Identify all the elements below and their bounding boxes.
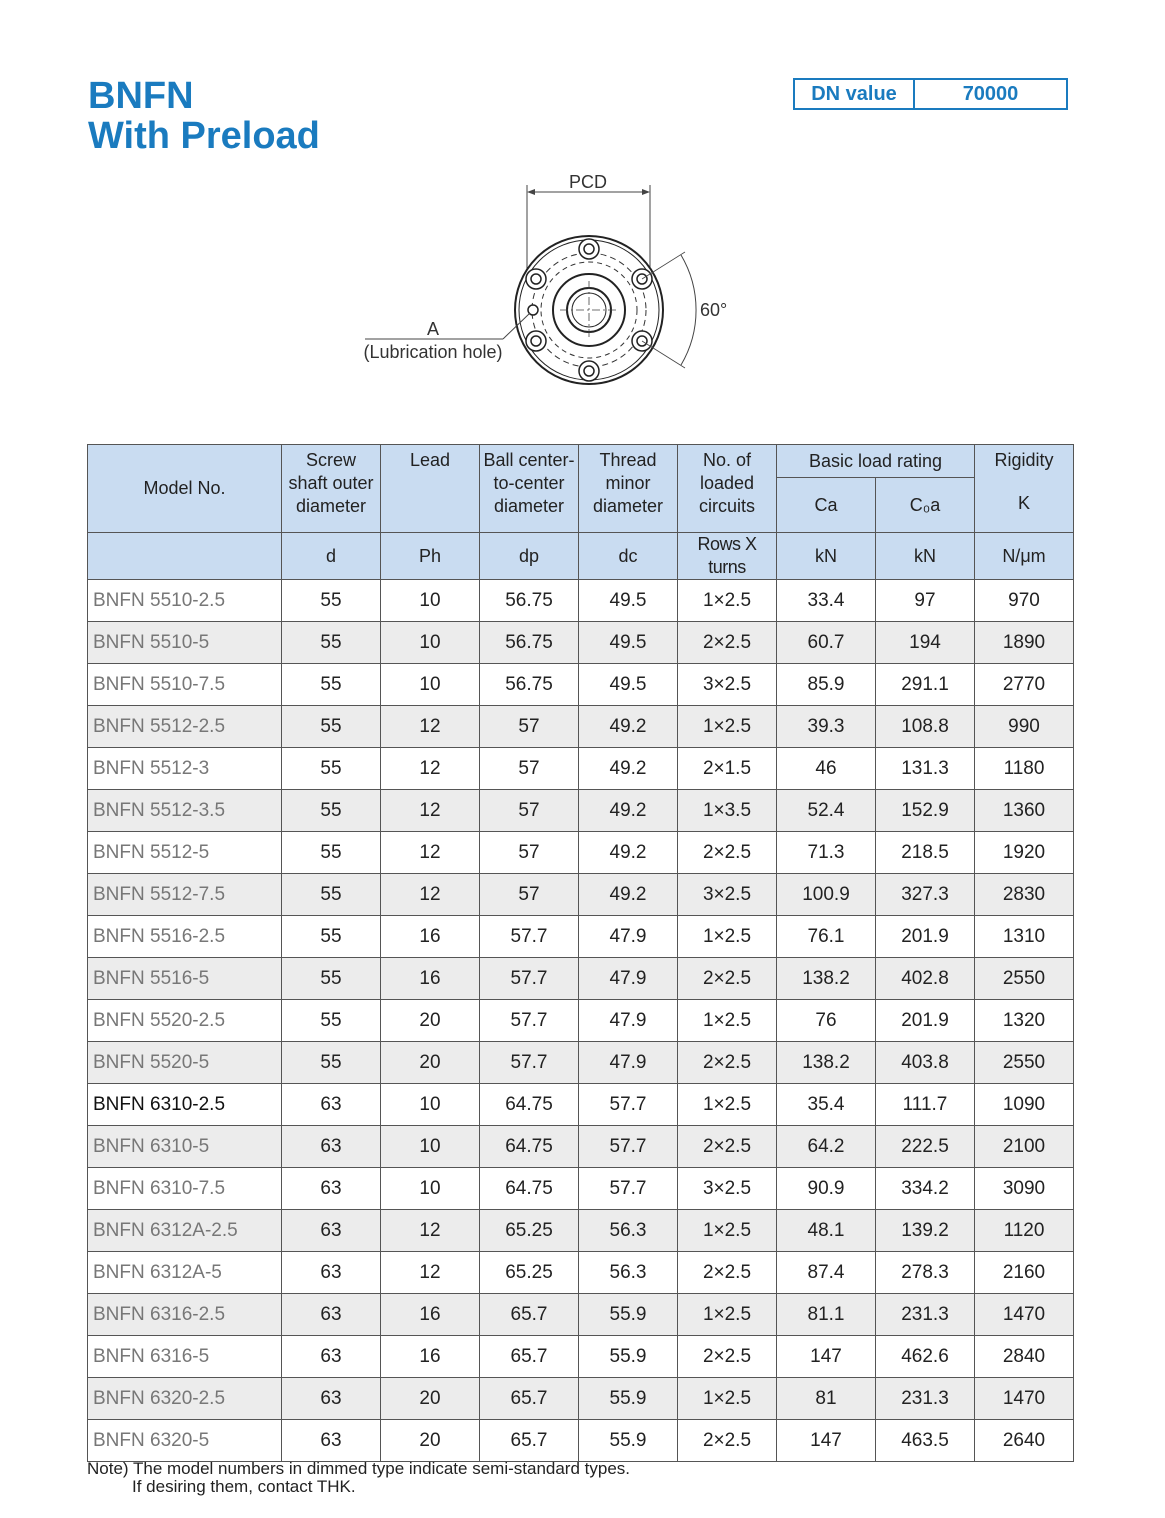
- thread-minor-cell: 49.5: [579, 664, 678, 706]
- circuits-cell: 2×2.5: [678, 1420, 777, 1462]
- table-row: [88, 706, 1074, 748]
- header-ball-line-2: to-center: [493, 473, 565, 493]
- shaft-diameter-cell: 63: [282, 1294, 381, 1336]
- ball-center-cell: 65.25: [480, 1252, 579, 1294]
- dn-value-number: 70000: [962, 82, 1019, 105]
- circuits-cell: 2×2.5: [678, 1042, 777, 1084]
- lead-cell: 10: [381, 664, 480, 706]
- ball-center-cell: 65.25: [480, 1210, 579, 1252]
- table-row: [88, 832, 1074, 874]
- c0a-cell: 97: [876, 580, 975, 622]
- ball-center-cell: 64.75: [480, 1126, 579, 1168]
- circuits-cell: 1×2.5: [678, 580, 777, 622]
- model-cell: BNFN 6312A-2.5: [88, 1210, 282, 1252]
- ball-center-cell: 56.75: [480, 622, 579, 664]
- c0a-cell: 108.8: [876, 706, 975, 748]
- ball-center-cell: 57.7: [480, 958, 579, 1000]
- table-row: [88, 1294, 1074, 1336]
- c0a-cell: 463.5: [876, 1420, 975, 1462]
- ball-center-cell: 65.7: [480, 1420, 579, 1462]
- model-cell: BNFN 5520-2.5: [88, 1000, 282, 1042]
- lead-cell: 10: [381, 1168, 480, 1210]
- rigidity-cell: 1360: [975, 790, 1074, 832]
- table-row: [88, 1378, 1074, 1420]
- model-cell: BNFN 5520-5: [88, 1042, 282, 1084]
- lead-cell: 10: [381, 622, 480, 664]
- lead-cell: 20: [381, 1420, 480, 1462]
- header-lead: [381, 445, 480, 533]
- title-line-model: BNFN: [88, 75, 194, 117]
- table-row: [88, 874, 1074, 916]
- ca-cell: 87.4: [777, 1252, 876, 1294]
- header-model-unit: [88, 533, 282, 580]
- c0a-cell: 152.9: [876, 790, 975, 832]
- header-unit-c0a: kN: [876, 533, 975, 580]
- lead-cell: 12: [381, 706, 480, 748]
- table-row: [88, 664, 1074, 706]
- circuits-cell: 1×2.5: [678, 1378, 777, 1420]
- lead-cell: 12: [381, 1210, 480, 1252]
- shaft-diameter-cell: 55: [282, 916, 381, 958]
- header-symbol-rows-turns: Rows X turns: [678, 533, 777, 580]
- table-row: [88, 958, 1074, 1000]
- rigidity-cell: 1890: [975, 622, 1074, 664]
- lead-cell: 10: [381, 1126, 480, 1168]
- table-row: [88, 1336, 1074, 1378]
- lead-cell: 16: [381, 1294, 480, 1336]
- lead-cell: 12: [381, 748, 480, 790]
- shaft-diameter-cell: 55: [282, 580, 381, 622]
- circuits-cell: 1×2.5: [678, 1000, 777, 1042]
- thread-minor-cell: 47.9: [579, 1000, 678, 1042]
- header-ball-line-1: Ball center-: [483, 450, 575, 470]
- rigidity-cell: 2160: [975, 1252, 1074, 1294]
- circuits-cell: 1×3.5: [678, 790, 777, 832]
- ca-cell: 81: [777, 1378, 876, 1420]
- footnote-line-1: Note) The model numbers in dimmed type indicate semi-standard types.: [87, 1459, 630, 1478]
- ball-center-cell: 57.7: [480, 1042, 579, 1084]
- dn-value-box: [793, 78, 1068, 110]
- model-cell: BNFN 5512-7.5: [88, 874, 282, 916]
- header-screw-line-3: diameter: [295, 496, 367, 516]
- header-ball-center-diameter: [480, 445, 579, 533]
- rigidity-cell: 1920: [975, 832, 1074, 874]
- bolt-hole-bottom-left: [526, 331, 546, 351]
- lead-cell: 12: [381, 1252, 480, 1294]
- table-row: [88, 1420, 1074, 1462]
- ball-center-cell: 56.75: [480, 580, 579, 622]
- model-cell: BNFN 5516-5: [88, 958, 282, 1000]
- pcd-arrow-right: [642, 189, 650, 195]
- table-row: [88, 1000, 1074, 1042]
- ca-cell: 81.1: [777, 1294, 876, 1336]
- table-row: [88, 1042, 1074, 1084]
- table-row: [88, 916, 1074, 958]
- thread-minor-cell: 57.7: [579, 1168, 678, 1210]
- header-rigidity-symbol: K: [1017, 493, 1030, 513]
- thread-minor-cell: 57.7: [579, 1084, 678, 1126]
- model-cell: BNFN 6320-5: [88, 1420, 282, 1462]
- ca-cell: 33.4: [777, 580, 876, 622]
- header-rigidity-label: Rigidity: [994, 450, 1054, 470]
- ca-cell: 76.1: [777, 916, 876, 958]
- shaft-diameter-cell: 55: [282, 1042, 381, 1084]
- ball-center-cell: 57: [480, 874, 579, 916]
- shaft-diameter-cell: 63: [282, 1168, 381, 1210]
- lead-cell: 16: [381, 958, 480, 1000]
- pcd-arrow-left: [527, 189, 535, 195]
- table-row: [88, 1084, 1074, 1126]
- rigidity-cell: 1320: [975, 1000, 1074, 1042]
- rigidity-cell: 990: [975, 706, 1074, 748]
- c0a-cell: 201.9: [876, 916, 975, 958]
- header-circuits-line-3: circuits: [698, 496, 755, 516]
- thread-minor-cell: 56.3: [579, 1210, 678, 1252]
- header-symbol-dp: dp: [480, 533, 579, 580]
- header-basic-load-rating: Basic load rating: [777, 445, 975, 478]
- c0a-cell: 201.9: [876, 1000, 975, 1042]
- ca-cell: 39.3: [777, 706, 876, 748]
- lead-cell: 12: [381, 874, 480, 916]
- angle-arc: [681, 255, 696, 365]
- model-cell: BNFN 5512-3: [88, 748, 282, 790]
- footnote-line-2: If desiring them, contact THK.: [132, 1477, 356, 1496]
- thread-minor-cell: 49.5: [579, 580, 678, 622]
- circuits-cell: 1×2.5: [678, 1210, 777, 1252]
- circuits-cell: 2×1.5: [678, 748, 777, 790]
- shaft-diameter-cell: 55: [282, 706, 381, 748]
- model-cell: BNFN 6310-7.5: [88, 1168, 282, 1210]
- model-cell: BNFN 6316-2.5: [88, 1294, 282, 1336]
- ball-center-cell: 57: [480, 790, 579, 832]
- table-row: [88, 1210, 1074, 1252]
- model-cell: BNFN 5512-2.5: [88, 706, 282, 748]
- header-circuits-line-2: loaded: [699, 473, 755, 493]
- c0a-cell: 278.3: [876, 1252, 975, 1294]
- circuits-cell: 2×2.5: [678, 622, 777, 664]
- ball-center-cell: 57: [480, 832, 579, 874]
- header-screw-line-1: Screw: [305, 450, 356, 470]
- ball-center-cell: 64.75: [480, 1168, 579, 1210]
- circuits-cell: 1×2.5: [678, 706, 777, 748]
- page-title: [88, 76, 320, 156]
- rigidity-cell: 1470: [975, 1294, 1074, 1336]
- table-row: [88, 1252, 1074, 1294]
- thread-minor-cell: 49.2: [579, 832, 678, 874]
- header-screw-diameter: [282, 445, 381, 533]
- circuits-cell: 2×2.5: [678, 1336, 777, 1378]
- lead-cell: 10: [381, 1084, 480, 1126]
- shaft-diameter-cell: 55: [282, 664, 381, 706]
- lead-cell: 20: [381, 1378, 480, 1420]
- rigidity-cell: 2770: [975, 664, 1074, 706]
- thread-minor-cell: 47.9: [579, 916, 678, 958]
- ca-cell: 100.9: [777, 874, 876, 916]
- lead-cell: 20: [381, 1000, 480, 1042]
- dn-value-label: DN value: [795, 80, 915, 108]
- ca-cell: 147: [777, 1420, 876, 1462]
- thread-minor-cell: 49.2: [579, 874, 678, 916]
- header-symbol-ph: Ph: [381, 533, 480, 580]
- ball-center-cell: 65.7: [480, 1336, 579, 1378]
- model-cell: BNFN 5510-5: [88, 622, 282, 664]
- model-cell: BNFN 5510-2.5: [88, 580, 282, 622]
- model-cell: BNFN 5512-3.5: [88, 790, 282, 832]
- ball-center-cell: 57.7: [480, 1000, 579, 1042]
- c0a-cell: 218.5: [876, 832, 975, 874]
- footnote: [87, 1460, 630, 1496]
- c0a-cell: 402.8: [876, 958, 975, 1000]
- circuits-cell: 2×2.5: [678, 1252, 777, 1294]
- thread-minor-cell: 49.2: [579, 790, 678, 832]
- circuits-cell: 1×2.5: [678, 1294, 777, 1336]
- lead-cell: 16: [381, 916, 480, 958]
- pcd-label: PCD: [568, 172, 608, 192]
- shaft-diameter-cell: 63: [282, 1126, 381, 1168]
- thread-minor-cell: 47.9: [579, 1042, 678, 1084]
- c0a-cell: 131.3: [876, 748, 975, 790]
- specification-table: [87, 444, 1074, 1462]
- lead-cell: 10: [381, 580, 480, 622]
- ball-center-cell: 57: [480, 748, 579, 790]
- circuits-cell: 2×2.5: [678, 832, 777, 874]
- header-symbol-d: d: [282, 533, 381, 580]
- c0a-cell: 231.3: [876, 1378, 975, 1420]
- circuits-cell: 1×2.5: [678, 1084, 777, 1126]
- table-row: [88, 790, 1074, 832]
- circuits-cell: 3×2.5: [678, 874, 777, 916]
- shaft-diameter-cell: 55: [282, 790, 381, 832]
- ball-center-cell: 64.75: [480, 1084, 579, 1126]
- header-unit-rigidity: N/μm: [975, 533, 1074, 580]
- c0a-cell: 291.1: [876, 664, 975, 706]
- circuits-cell: 3×2.5: [678, 664, 777, 706]
- rigidity-cell: 1120: [975, 1210, 1074, 1252]
- table-row: [88, 748, 1074, 790]
- table-row: [88, 622, 1074, 664]
- header-symbol-dc: dc: [579, 533, 678, 580]
- thread-minor-cell: 49.2: [579, 748, 678, 790]
- c0a-cell: 334.2: [876, 1168, 975, 1210]
- shaft-diameter-cell: 63: [282, 1084, 381, 1126]
- table-row: [88, 580, 1074, 622]
- ca-cell: 76: [777, 1000, 876, 1042]
- table-row: [88, 1126, 1074, 1168]
- rigidity-cell: 970: [975, 580, 1074, 622]
- title-line-preload: With Preload: [88, 115, 320, 157]
- model-cell: BNFN 5512-5: [88, 832, 282, 874]
- rigidity-cell: 2550: [975, 1042, 1074, 1084]
- header-model-no: Model No.: [88, 445, 282, 533]
- shaft-diameter-cell: 55: [282, 874, 381, 916]
- rigidity-cell: 1310: [975, 916, 1074, 958]
- header-thread-minor-diameter: [579, 445, 678, 533]
- shaft-diameter-cell: 55: [282, 1000, 381, 1042]
- ball-center-cell: 65.7: [480, 1378, 579, 1420]
- rigidity-cell: 2100: [975, 1126, 1074, 1168]
- c0a-cell: 462.6: [876, 1336, 975, 1378]
- bolt-hole-top-left: [526, 269, 546, 289]
- bolt-hole-bottom: [579, 361, 599, 381]
- c0a-cell: 222.5: [876, 1126, 975, 1168]
- circuits-cell: 3×2.5: [678, 1168, 777, 1210]
- ball-center-cell: 56.75: [480, 664, 579, 706]
- header-unit-ca: kN: [777, 533, 876, 580]
- model-cell: BNFN 6316-5: [88, 1336, 282, 1378]
- thread-minor-cell: 55.9: [579, 1294, 678, 1336]
- shaft-diameter-cell: 63: [282, 1336, 381, 1378]
- lead-cell: 20: [381, 1042, 480, 1084]
- rigidity-cell: 2830: [975, 874, 1074, 916]
- bolt-hole-top: [579, 239, 599, 259]
- model-cell: BNFN 5510-7.5: [88, 664, 282, 706]
- header-thread-line-1: Thread: [599, 450, 657, 470]
- rigidity-cell: 2640: [975, 1420, 1074, 1462]
- header-thread-line-2: minor: [605, 473, 651, 493]
- circuits-cell: 2×2.5: [678, 958, 777, 1000]
- rigidity-cell: 3090: [975, 1168, 1074, 1210]
- shaft-diameter-cell: 63: [282, 1252, 381, 1294]
- hole-label: A: [426, 319, 440, 339]
- thread-minor-cell: 49.5: [579, 622, 678, 664]
- thread-minor-cell: 55.9: [579, 1420, 678, 1462]
- header-ball-line-3: diameter: [493, 496, 565, 516]
- header-ca: Ca: [777, 478, 876, 533]
- rigidity-cell: 2840: [975, 1336, 1074, 1378]
- ca-cell: 138.2: [777, 958, 876, 1000]
- specification-rows: [88, 580, 1074, 1462]
- shaft-diameter-cell: 63: [282, 1420, 381, 1462]
- rigidity-cell: 2550: [975, 958, 1074, 1000]
- model-cell: BNFN 6310-5: [88, 1126, 282, 1168]
- ca-cell: 48.1: [777, 1210, 876, 1252]
- thread-minor-cell: 55.9: [579, 1336, 678, 1378]
- ca-cell: 147: [777, 1336, 876, 1378]
- c0a-cell: 403.8: [876, 1042, 975, 1084]
- shaft-diameter-cell: 55: [282, 748, 381, 790]
- header-lead-label: Lead: [409, 450, 451, 470]
- thread-minor-cell: 55.9: [579, 1378, 678, 1420]
- ball-center-cell: 65.7: [480, 1294, 579, 1336]
- rigidity-cell: 1470: [975, 1378, 1074, 1420]
- ca-cell: 64.2: [777, 1126, 876, 1168]
- thread-minor-cell: 49.2: [579, 706, 678, 748]
- header-screw-line-2: shaft outer: [288, 473, 374, 493]
- ca-cell: 71.3: [777, 832, 876, 874]
- ball-center-cell: 57: [480, 706, 579, 748]
- rigidity-cell: 1090: [975, 1084, 1074, 1126]
- ca-cell: 52.4: [777, 790, 876, 832]
- ca-cell: 60.7: [777, 622, 876, 664]
- model-cell: BNFN 6320-2.5: [88, 1378, 282, 1420]
- c0a-cell: 231.3: [876, 1294, 975, 1336]
- shaft-diameter-cell: 63: [282, 1378, 381, 1420]
- ca-cell: 46: [777, 748, 876, 790]
- header-loaded-circuits: [678, 445, 777, 533]
- nut-flange-drawing: [360, 165, 728, 395]
- lead-cell: 16: [381, 1336, 480, 1378]
- ball-center-cell: 57.7: [480, 916, 579, 958]
- model-cell: BNFN 6310-2.5: [88, 1084, 282, 1126]
- c0a-cell: 111.7: [876, 1084, 975, 1126]
- hole-description: (Lubrication hole): [363, 342, 503, 362]
- header-circuits-line-1: No. of: [702, 450, 752, 470]
- circuits-cell: 1×2.5: [678, 916, 777, 958]
- ca-cell: 138.2: [777, 1042, 876, 1084]
- model-cell: BNFN 6312A-5: [88, 1252, 282, 1294]
- c0a-cell: 194: [876, 622, 975, 664]
- rigidity-cell: 1180: [975, 748, 1074, 790]
- thread-minor-cell: 47.9: [579, 958, 678, 1000]
- circuits-cell: 2×2.5: [678, 1126, 777, 1168]
- shaft-diameter-cell: 55: [282, 958, 381, 1000]
- c0a-cell: 327.3: [876, 874, 975, 916]
- model-cell: BNFN 5516-2.5: [88, 916, 282, 958]
- shaft-diameter-cell: 55: [282, 622, 381, 664]
- angle-label: 60°: [700, 300, 728, 320]
- header-rigidity: [975, 445, 1074, 533]
- lead-cell: 12: [381, 790, 480, 832]
- header-c0a: C₀a: [876, 478, 975, 533]
- lead-cell: 12: [381, 832, 480, 874]
- shaft-diameter-cell: 55: [282, 832, 381, 874]
- ca-cell: 90.9: [777, 1168, 876, 1210]
- table-row: [88, 1168, 1074, 1210]
- shaft-diameter-cell: 63: [282, 1210, 381, 1252]
- thread-minor-cell: 56.3: [579, 1252, 678, 1294]
- thread-minor-cell: 57.7: [579, 1126, 678, 1168]
- header-thread-line-3: diameter: [592, 496, 664, 516]
- c0a-cell: 139.2: [876, 1210, 975, 1252]
- ca-cell: 85.9: [777, 664, 876, 706]
- ca-cell: 35.4: [777, 1084, 876, 1126]
